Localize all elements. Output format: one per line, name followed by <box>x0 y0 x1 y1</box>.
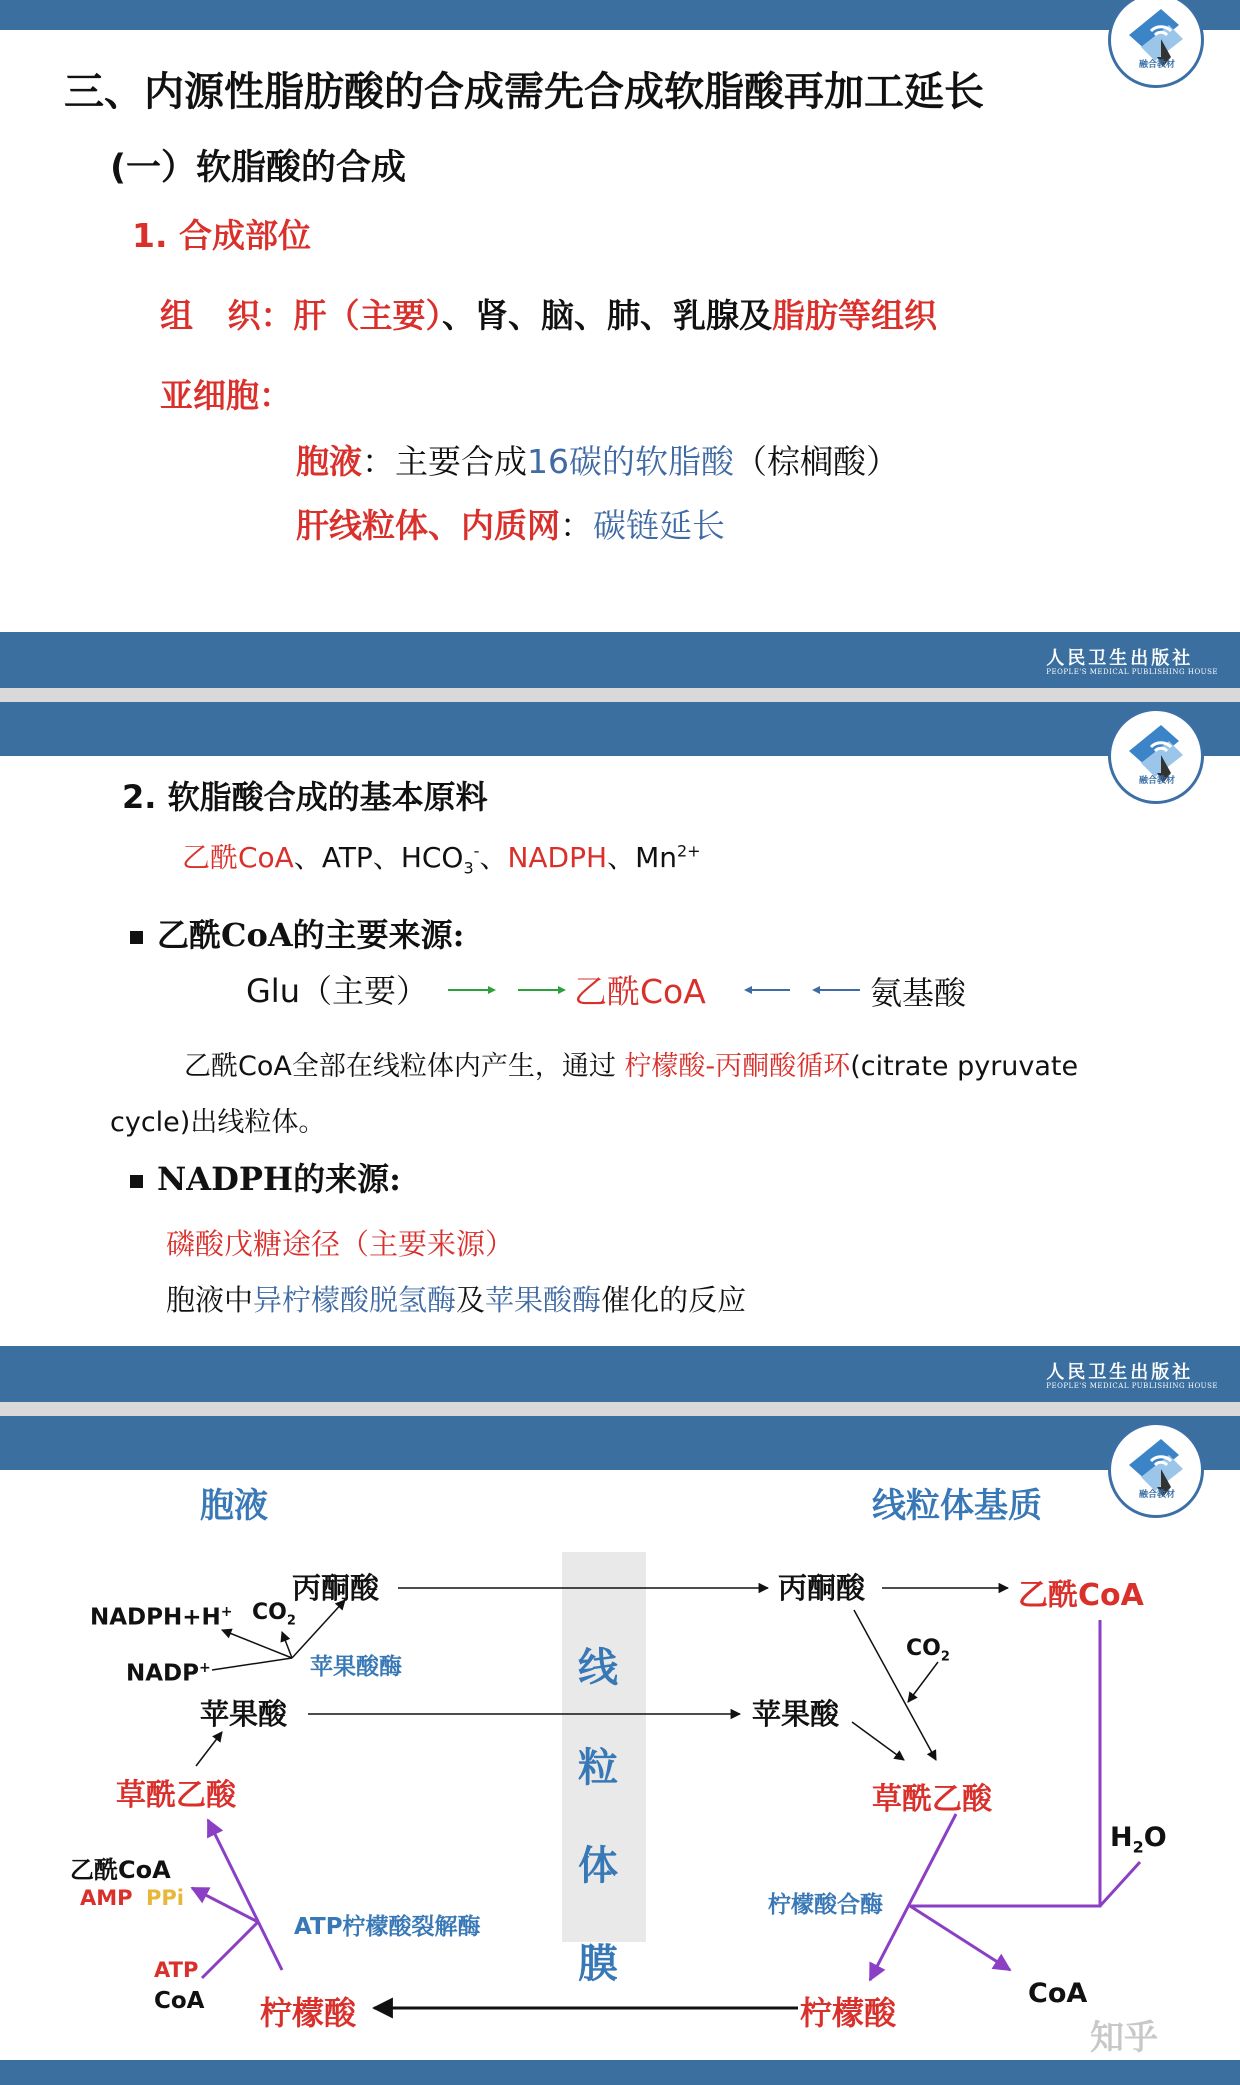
flow-arrows-green <box>444 978 574 1002</box>
arrow-co2-in <box>908 1662 938 1702</box>
nadph-src2-a: 胞液中 <box>166 1283 254 1317</box>
mito-line <box>296 500 725 547</box>
mito-text: 碳链延长 <box>593 506 725 545</box>
bullet-square-icon <box>130 1175 143 1188</box>
slide-separator <box>0 1402 1240 1416</box>
tissue-adipose: 脂肪等组织 <box>771 296 937 335</box>
hco3-sub: 3 <box>463 858 474 878</box>
membrane-char-3: 体 <box>578 1843 618 1889</box>
left-pyruvate: 丙酮酸 <box>292 1571 380 1605</box>
slide-separator <box>0 688 1240 702</box>
material-nadph: NADPH <box>507 841 608 874</box>
right-pyruvate: 丙酮酸 <box>778 1571 866 1605</box>
nadph-src2-c: 及 <box>456 1283 486 1317</box>
slide2-bottom-bar <box>0 1346 1240 1402</box>
wifi-hand-icon <box>1111 0 1201 85</box>
right-co2 <box>906 1636 950 1664</box>
h2o-h: H <box>1110 1822 1133 1853</box>
isocitrate-dh: 异柠檬酸脱氢酶 <box>253 1283 457 1317</box>
material-acetylcoa: 乙酰CoA <box>182 841 294 874</box>
mito-sep: ： <box>560 506 593 545</box>
right-h2o <box>1110 1822 1167 1856</box>
cytosol-sep: ：主要合成 <box>362 442 527 481</box>
membrane-char-2: 粒 <box>578 1745 618 1791</box>
arrow-oaa-to-malate <box>196 1732 222 1766</box>
slide1-bottom-bar <box>0 632 1240 688</box>
nadph-sup: + <box>220 1604 233 1620</box>
slide1-top-bar <box>0 0 1240 30</box>
arrow-h2o <box>1100 1862 1140 1906</box>
slide2-top-bar <box>0 702 1240 756</box>
slide1-section-heading: 1. 合成部位 <box>132 216 311 255</box>
right-oxaloacetate: 草酰乙酸 <box>872 1782 992 1817</box>
left-amp: AMP <box>80 1886 133 1910</box>
cytosol-line <box>296 436 899 483</box>
arrow-pyruvate-to-oaa <box>854 1610 936 1760</box>
slide3-bottom-bar <box>0 2060 1240 2085</box>
left-coa: CoA <box>154 1988 205 2014</box>
publisher-en: PEOPLE'S MEDICAL PUBLISHING HOUSE <box>1046 668 1218 676</box>
tissue-label: 组 织： <box>160 296 294 335</box>
publisher-logo <box>1046 1358 1218 1390</box>
citrate-paragraph-line1 <box>184 1044 1078 1083</box>
publisher-logo <box>1046 644 1218 676</box>
matrix-region-label: 线粒体基质 <box>872 1486 1042 1526</box>
co2-text: CO <box>252 1600 287 1625</box>
left-citrate: 柠檬酸 <box>260 1994 357 2032</box>
badge-text: 融合教材 <box>1139 60 1176 70</box>
membrane-char-1: 线 <box>578 1645 618 1691</box>
co2-sub: 2 <box>286 1613 296 1629</box>
acetylcoa-source-text: 乙酰CoA的主要来源: <box>157 916 465 954</box>
nadph-source-1: 磷酸戊糖途径（主要来源） <box>166 1227 515 1261</box>
nadp-text: NADP <box>126 1660 199 1687</box>
hco3-sup: - <box>473 841 480 861</box>
right-coa: CoA <box>1028 1978 1088 2009</box>
arrow-to-nadph <box>222 1630 292 1658</box>
nadph-src2-e: 催化的反应 <box>601 1283 747 1317</box>
h2o-o: O <box>1143 1822 1167 1853</box>
badge-logo-icon <box>1108 0 1204 88</box>
membrane-char-4: 膜 <box>578 1941 618 1987</box>
c16-palmitate: 16碳的软脂酸 <box>527 442 734 481</box>
slide2-section-heading: 2. 软脂酸合成的基本原料 <box>122 778 488 816</box>
flow-acetylcoa: 乙酰CoA <box>574 972 706 1011</box>
flow-amino-acid: 氨基酸 <box>870 974 967 1012</box>
raw-materials-line <box>182 836 701 878</box>
malic-enzyme: 苹果酸酶 <box>485 1283 602 1317</box>
palmitate-paren: （棕榈酸） <box>734 442 899 481</box>
slide3-top-bar <box>0 1416 1240 1470</box>
subcellular-label: 亚细胞： <box>160 376 292 415</box>
nadph-source-heading <box>130 1154 401 1200</box>
bullet-square-icon <box>130 931 143 944</box>
publisher-cn: 人民卫生出版社 <box>1046 648 1194 669</box>
publisher-en: PEOPLE'S MEDICAL PUBLISHING HOUSE <box>1046 1382 1218 1390</box>
cycle-arrows <box>0 1470 1240 2030</box>
slide1-title: 三、内源性脂肪酸的合成需先合成软脂酸再加工延长 <box>64 69 984 115</box>
atp-citrate-lyase-label: ATP柠檬酸裂解酶 <box>294 1914 481 1940</box>
cytosol-region-label: 胞液 <box>200 1486 268 1526</box>
slide1-subtitle: (一）软脂酸的合成 <box>110 148 406 188</box>
nadph-source-2 <box>166 1278 746 1319</box>
left-acetylcoa: 乙酰CoA <box>70 1856 171 1884</box>
tissue-others: 、肾、脑、肺、乳腺及 <box>441 296 772 335</box>
nadph-text: NADPH+H <box>90 1604 221 1631</box>
nadph-source-text: NADPH的来源: <box>157 1160 401 1198</box>
left-co2 <box>252 1600 296 1628</box>
badge-text: 融合教材 <box>1139 1490 1176 1500</box>
malic-enzyme-label: 苹果酸酶 <box>310 1654 402 1680</box>
tissue-line <box>160 290 937 337</box>
material-sep: 、 <box>479 841 508 874</box>
h2o-sub: 2 <box>1132 1837 1144 1857</box>
para1: 乙酰CoA全部在线粒体内产生，通过 <box>184 1051 625 1082</box>
right-malate: 苹果酸 <box>752 1697 840 1731</box>
nadp-sup: + <box>199 1660 211 1676</box>
badge-text: 融合教材 <box>1139 776 1176 786</box>
cytosol-label: 胞液 <box>296 442 362 481</box>
wifi-hand-icon <box>1111 711 1201 801</box>
para2: (citrate pyruvate <box>850 1051 1079 1082</box>
citrate-paragraph-line2: cycle)出线粒体。 <box>110 1107 326 1138</box>
left-malate: 苹果酸 <box>200 1697 288 1731</box>
left-atp: ATP <box>154 1958 199 1982</box>
arrow-nadp-in <box>212 1658 292 1670</box>
publisher-cn: 人民卫生出版社 <box>1046 1362 1194 1383</box>
co2-text: CO <box>906 1636 941 1661</box>
arrow-atp-in <box>202 1922 258 1978</box>
mito-label: 肝线粒体、内质网 <box>296 506 560 545</box>
arrow-to-coa-right <box>910 1906 1010 1970</box>
arrow-oaa-to-malate-right <box>852 1722 904 1760</box>
flow-glu: Glu（主要） <box>246 972 428 1010</box>
left-oxaloacetate: 草酰乙酸 <box>116 1778 236 1813</box>
acetylcoa-source-heading <box>130 910 464 956</box>
tissue-liver: 肝（主要） <box>293 296 442 335</box>
arrow-to-amp <box>192 1888 258 1922</box>
arrow-citrate-to-oaa <box>208 1820 282 1970</box>
flow-arrows-blue <box>740 978 870 1002</box>
co2-sub: 2 <box>940 1649 950 1665</box>
right-citrate: 柠檬酸 <box>800 1994 897 2032</box>
material-atp-hco3: 、ATP、HCO <box>293 841 464 874</box>
left-nadp <box>126 1660 211 1687</box>
zhihu-watermark: 知乎 <box>1090 2018 1158 2058</box>
right-acetylcoa: 乙酰CoA <box>1018 1578 1144 1613</box>
citrate-synthase-label: 柠檬酸合酶 <box>768 1892 883 1918</box>
badge-logo-icon <box>1108 708 1204 804</box>
mn-sup: 2+ <box>676 841 701 861</box>
citrate-pyruvate-cycle: 柠檬酸-丙酮酸循环 <box>624 1051 851 1082</box>
left-ppi: PPi <box>146 1886 184 1910</box>
material-mn: 、Mn <box>607 841 677 874</box>
left-nadph <box>90 1604 233 1631</box>
